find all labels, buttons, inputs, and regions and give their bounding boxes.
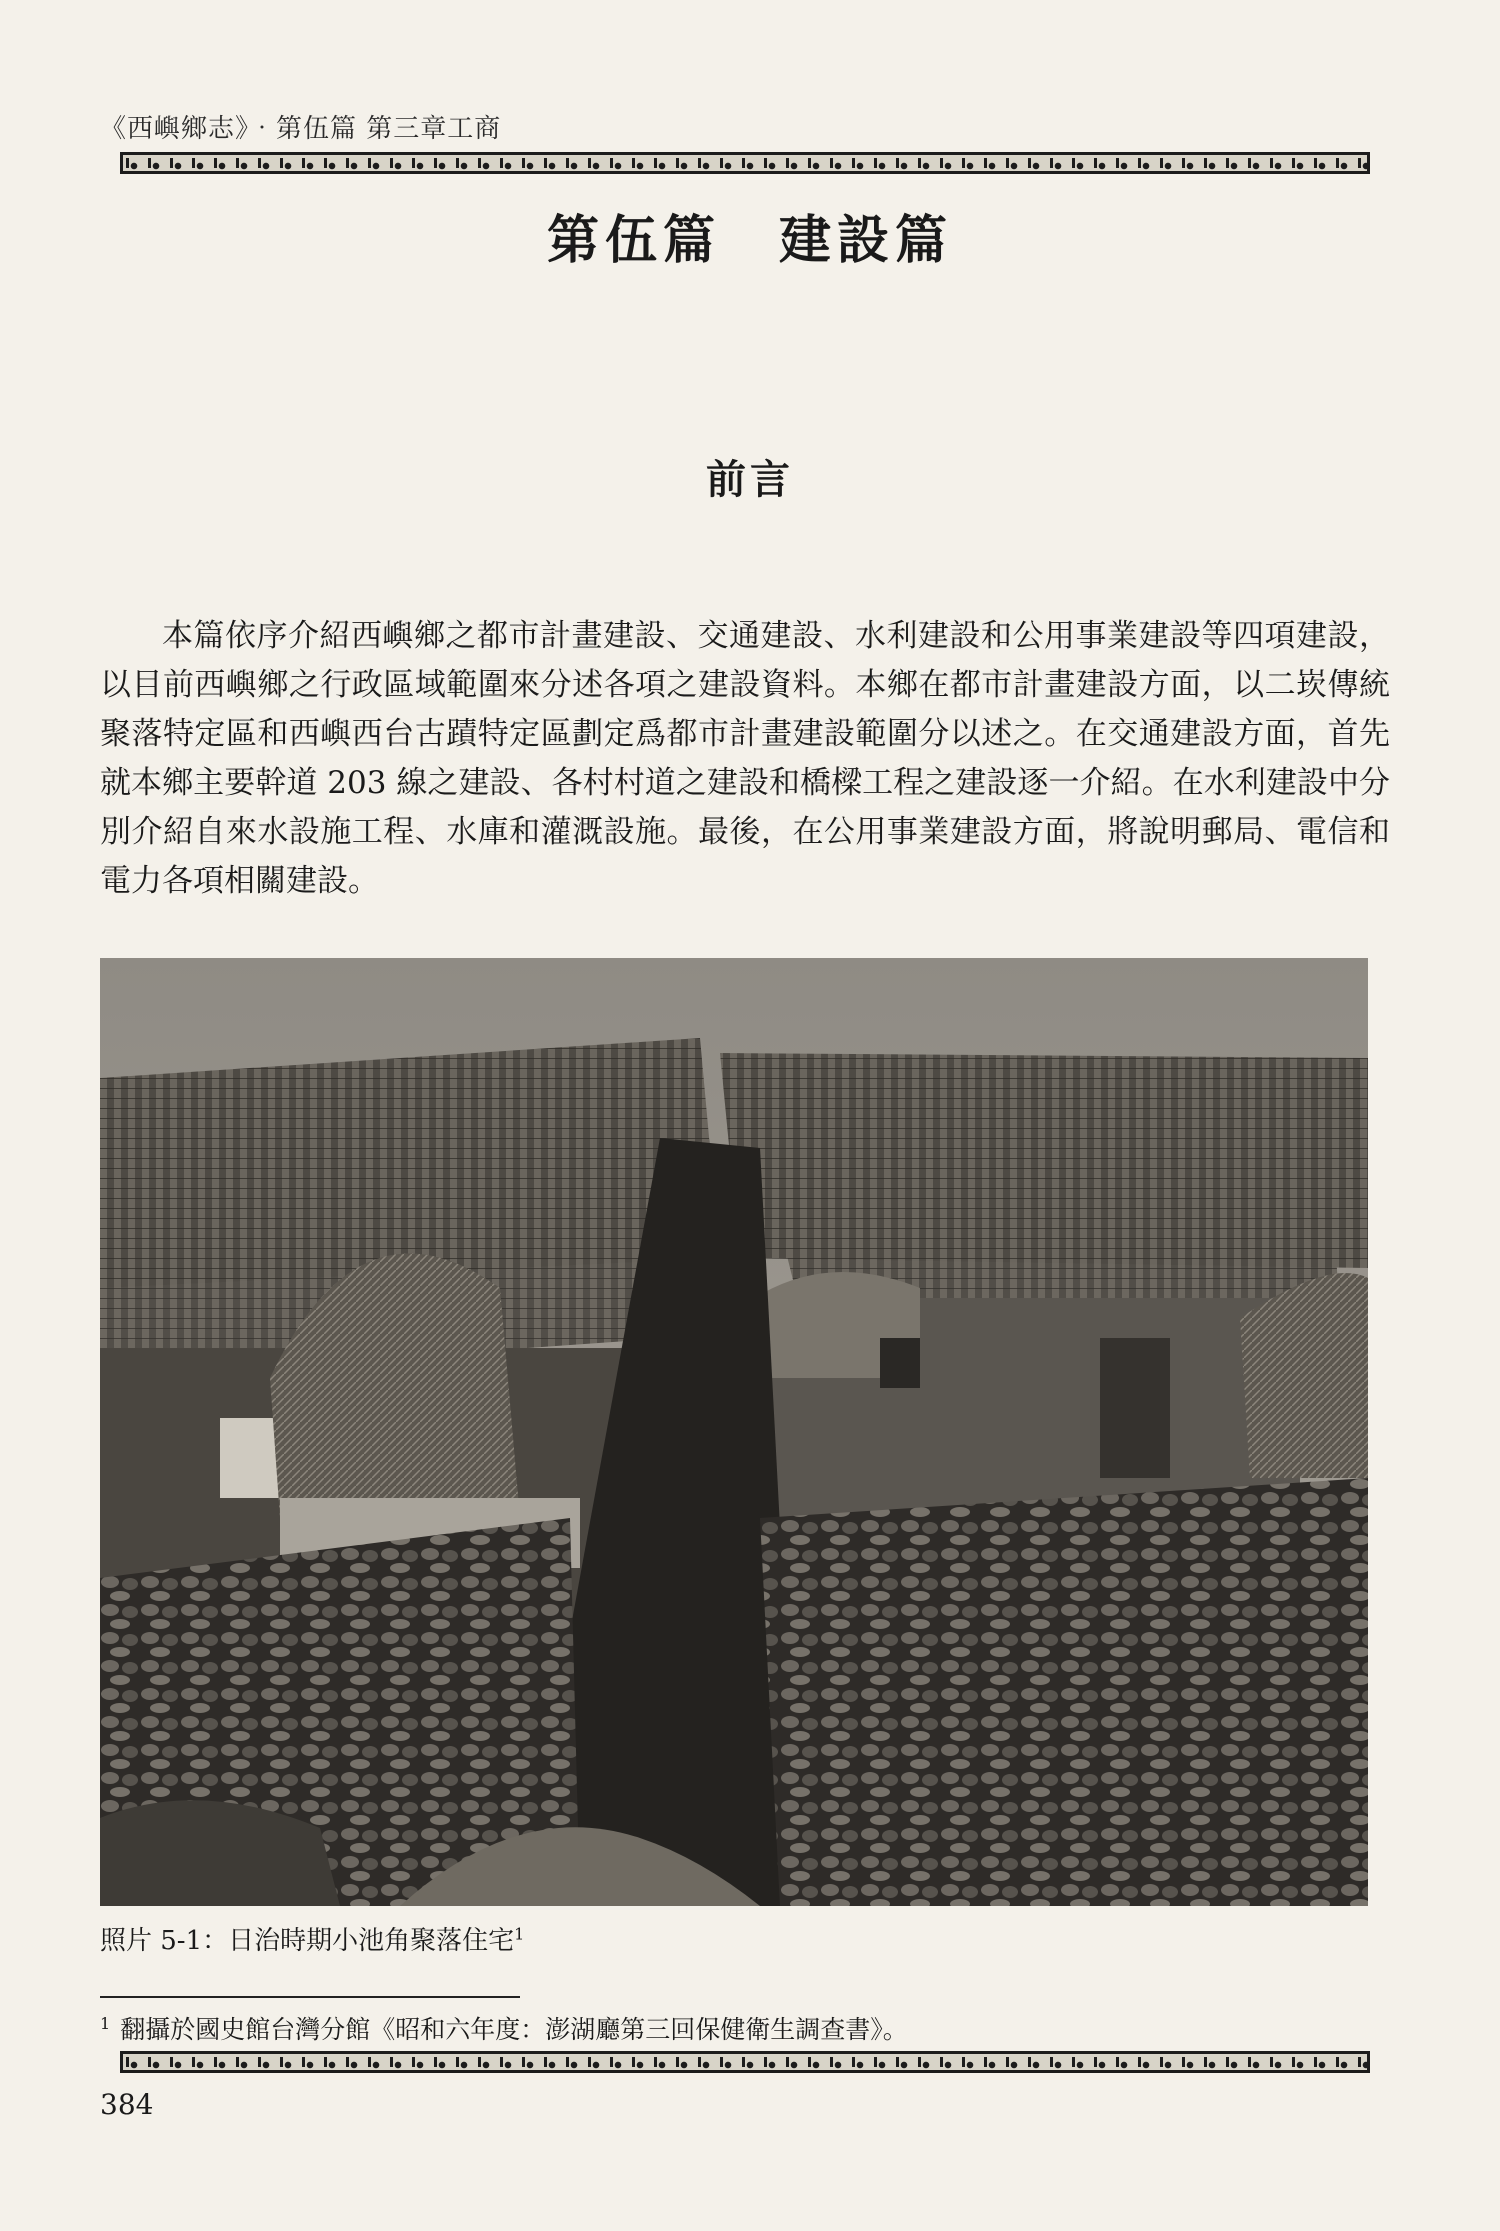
footnote: [100, 2010, 908, 2046]
photo-caption-text: 照片 5-1：日治時期小池角聚落住宅: [100, 1926, 515, 1956]
page-number: 384: [100, 2088, 154, 2121]
footnote-text: 翻攝於國史館台灣分館《昭和六年度：澎湖廳第三回保健衛生調查書》。: [120, 2015, 908, 2044]
photo-caption: [100, 1920, 524, 1957]
footnote-divider: [100, 1996, 520, 1998]
intro-paragraph: 本篇依序介紹西嶼鄉之都市計畫建設、交通建設、水利建設和公用事業建設等四項建設，以目前西嶼鄉之行政區域範圍來分述各項之建設資料。本鄉在都市計畫建設方面，以二崁傳統聚落特定區和西嶼西台古蹟特定區劃定爲都市計畫建設範圍分以述之。在交通建設方面，首先就本鄉主要幹道 203 線之建設、各村村道之建設和橋樑工程之建設逐一介紹。在水利建設中分別介紹自來水設施工程、水庫和灌溉設施。最後，在公用事業建設方面，將說明郵局、電信和電力各項相關建設。: [100, 618, 1390, 899]
part-title: 第伍篇 建設篇: [546, 211, 953, 271]
section-title: 前言: [706, 457, 794, 503]
footnote-marker: 1: [100, 2013, 111, 2033]
village-houses-photo: [100, 958, 1368, 1906]
decorative-border-top: [120, 152, 1370, 174]
caption-footnote-marker: 1: [514, 1924, 525, 1944]
decorative-border-bottom: [120, 2051, 1370, 2073]
running-head: 《西嶼鄉志》‧第伍篇 第三章工商: [100, 114, 502, 144]
